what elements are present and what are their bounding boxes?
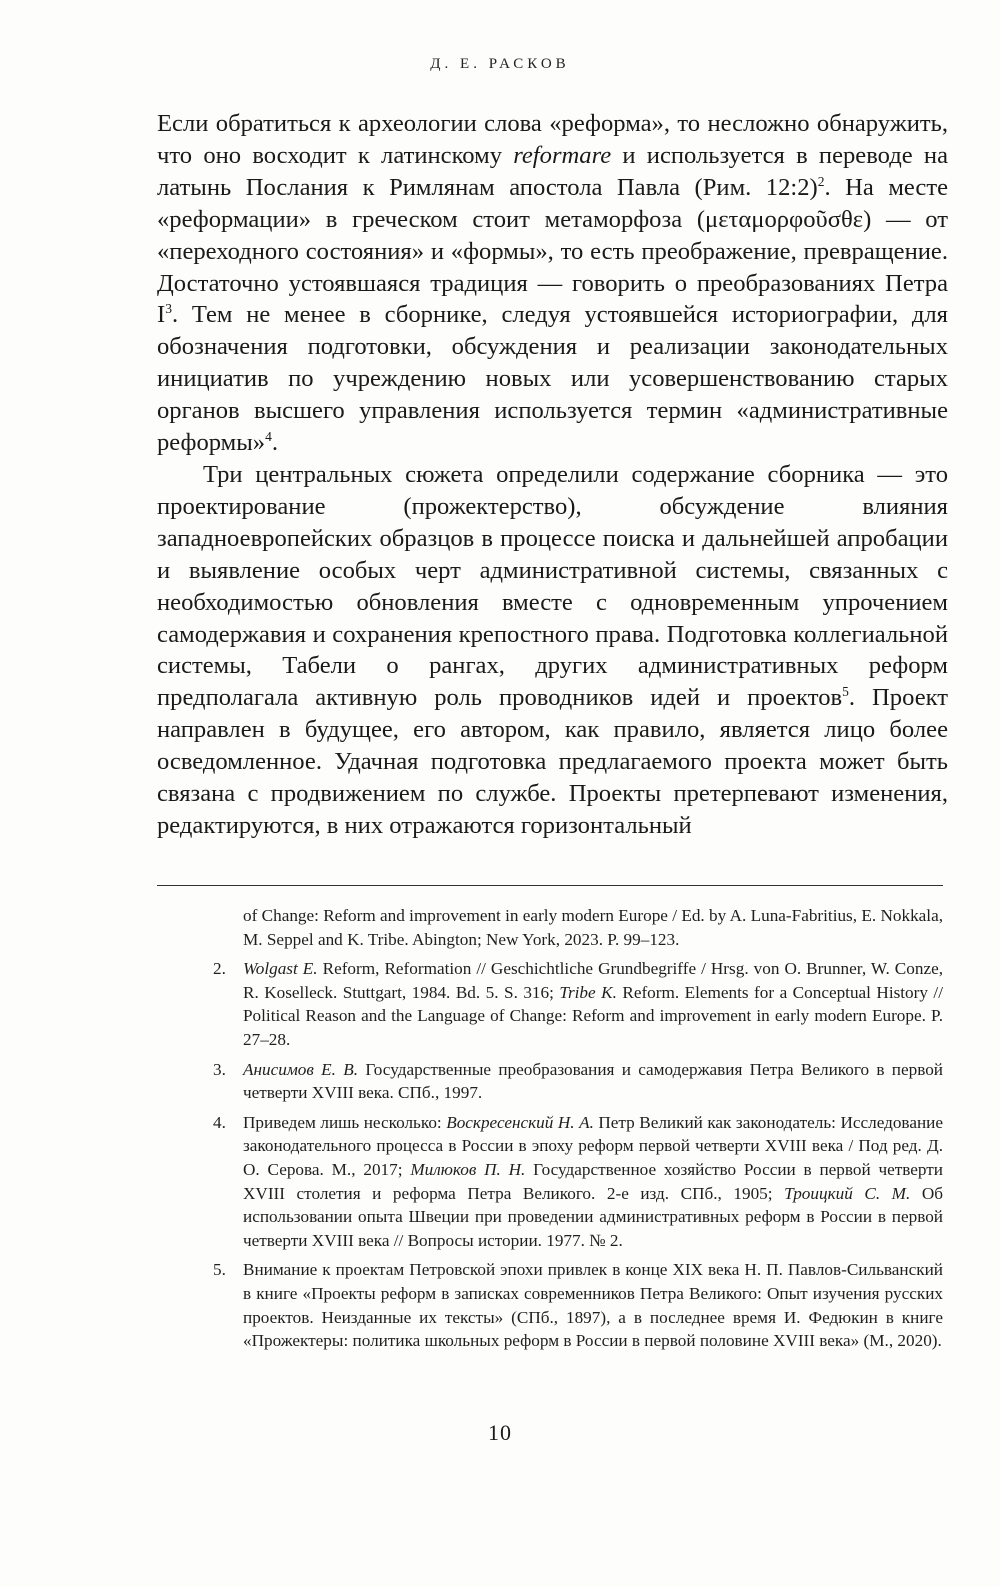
footnote-number: 2. [213, 959, 226, 979]
footnote-ref-3[interactable]: 3 [165, 301, 172, 317]
footnote-ref-5[interactable]: 5 [842, 684, 849, 700]
page-number: 10 [488, 1420, 512, 1445]
footnote-ref-4[interactable]: 4 [265, 428, 272, 444]
author: Tribe K. [559, 982, 617, 1002]
running-head: Д. Е. РАСКОВ [430, 56, 570, 72]
footnotes [157, 904, 943, 1359]
main-text [157, 108, 948, 842]
author: Wolgast E. [243, 959, 318, 979]
footnote-2: 2. Wolgast E. Reform, Reformation // Geschichtliche Grundbegriffe / Hrsg. von O. Brunner, W. Conze, R. Koselleck. Stuttgart, 1984. Bd. 5. S. 316; Tribe K. Reform. Elements for a Conceptual History // Political Reason and the Language of Change: Reform and improvement in early modern Europe. P. 27–28. [213, 959, 943, 1049]
footnote-3: 3. Анисимов Е. В. Государственные преобразования и самодержавия Петра Великого в первой четверти XVIII века. СПб., 1997. [213, 1059, 943, 1103]
footnote-number: 4. [213, 1112, 226, 1132]
footnote-ref-2[interactable]: 2 [817, 173, 825, 189]
paragraph-2: Три центральных сюжета определили содержание сборника — это проектирование (прожектерство), обсуждение влияния западноевропейских образцов в процессе поиска и дальнейшей апробации и выявление особых черт административной системы, связанных с необходимостью обновления вместе с одновременным упрочением самодержавия и сохранения крепостного права. Подготовка коллегиальной системы, Табели о рангах, других административных реформ предполагала активную роль проводников идей и проектов$^5$. Проект направлен в будущее, его автором, как правило, является лицо более осведомленное. Удачная подготовка предлагаемого проекта может быть связана с продвижением по службе. Проекты претерпевают изменения, редактируются, в них отражаются горизонтальный [157, 460, 948, 839]
footnote-5: 5. Внимание к проектам Петровской эпохи привлек в конце XIX века Н. П. Павлов-Сильванский в книге «Проекты реформ в записках современников Петра Великого: Опыт изучения русских проектов. Неизданные их тексты» (СПб., 1897), а в последнее время И. Федюкин в книге «Прожектеры: политика школьных реформ в России в первой половине XVIII века» (М., 2020). [213, 1260, 943, 1351]
footnote-4: 4. Приведем лишь несколько: Воскресенский Н. А. Петр Великий как законодатель: Исследование законодательного процесса в России в эпоху реформ первой четверти XVIII века / Под ред. Д. О. Серова. М., 2017; Милюков П. Н. Государственное хозяйство России в первой четверти XVIII столетия и реформа Петра Великого. 2-е изд. СПб., 1905; Троицкий С. М. Об использовании опыта Швеции при проведении административных реформ в России в первой четверти XVIII века // Вопросы истории. 1977. № 2. [213, 1112, 944, 1250]
footnote-divider [157, 885, 943, 886]
footnote-number: 3. [213, 1059, 226, 1079]
footnote-continuation: of Change: Reform and improvement in early modern Europe / Ed. by A. Luna-Fabritius, E. Nokkala, M. Seppel and K. Tribe. Abington; New York, 2023. P. 99–123. [243, 906, 943, 949]
author: Троицкий С. М. [784, 1183, 911, 1203]
latin-term: reformare [513, 141, 612, 169]
author: Анисимов Е. В. [243, 1059, 359, 1079]
paragraph-1: Если обратиться к археологии слова «реформа», то несложно обнаружить, что оно восходит к латинскому reformare и используется в переводе на латынь Послания к Римлянам апостола Павла (Рим. 12:2)$^2$. На месте «реформации» в греческом стоит метаморфоза (μεταμορφοῦσθε) — от «переходного состояния» и «формы», то есть преображение, превращение. Достаточно устоявшаяся традиция — говорить о преобразованиях Петра $I^3$. Тем не менее в сборнике, следуя устоявшейся историографии, для обозначения подготовки, обсуждения и реализации законодательных инициатив по учреждению новых или усовершенствованию старых органов высшего управления используется термин «административные реформы»$^4$. [157, 110, 948, 457]
footnote-number: 5. [213, 1260, 226, 1280]
author: Милюков П. Н. [410, 1159, 526, 1179]
author: Воскресенский Н. А. [446, 1112, 594, 1132]
